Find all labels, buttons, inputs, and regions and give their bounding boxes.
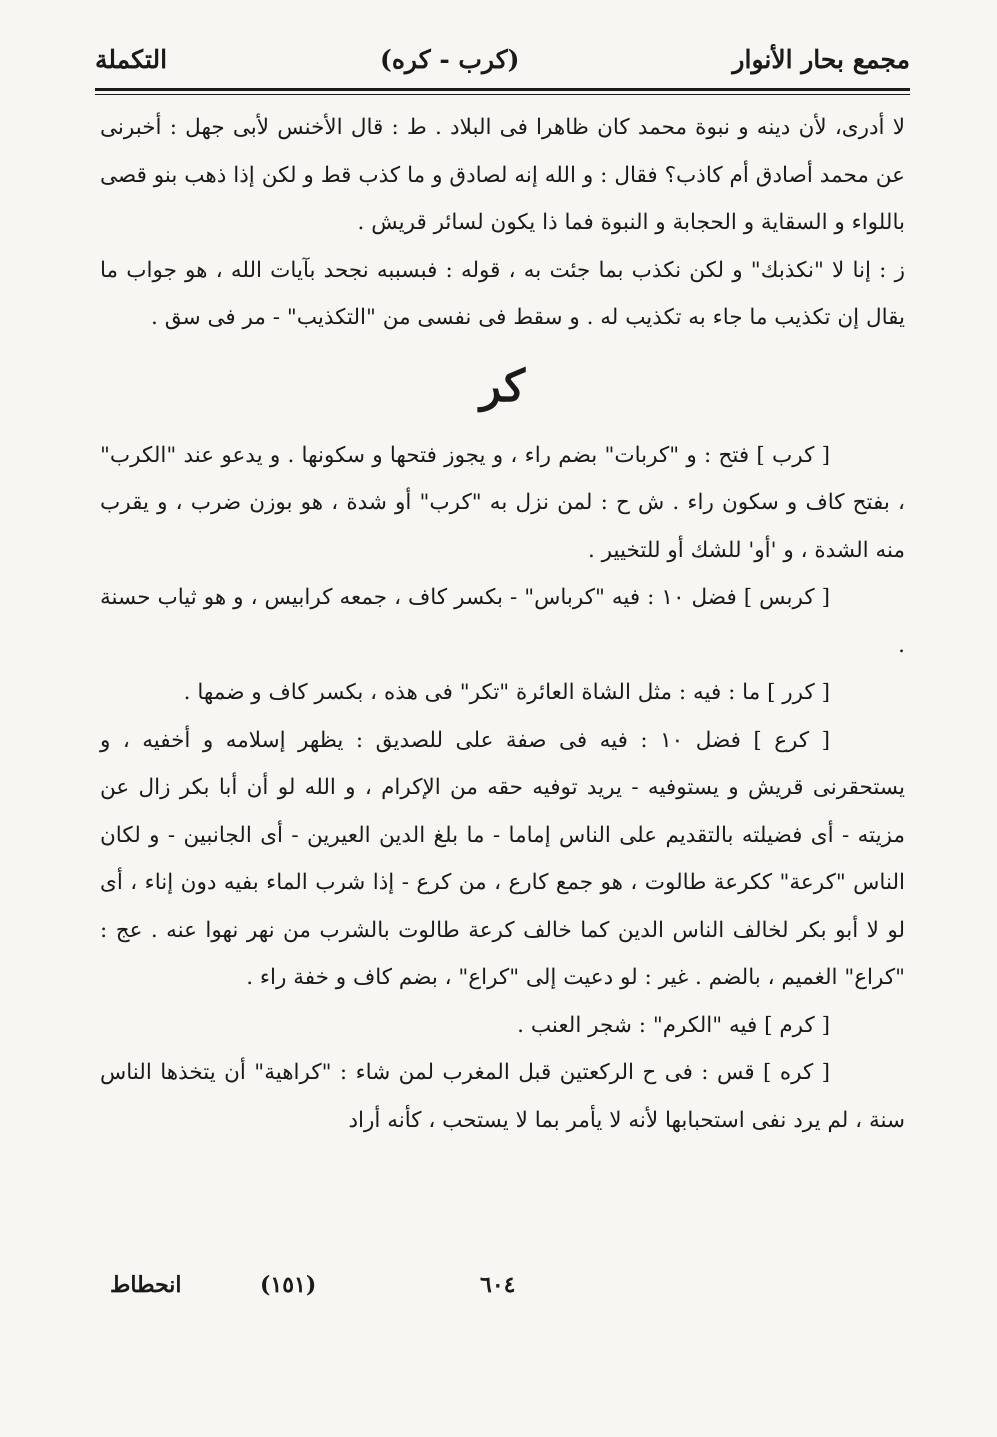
paragraph-1: لا أدرى، لأن دينه و نبوة محمد كان ظاهرا فى البلاد . ط : قال الأخنس لأبى جهل : أخبرنى عن محمد أصادق أم كاذب؟ فقال : و الله إنه لصادق و ما كذب قط و لكن إذا ذهب بنو قصى باللواء و السقاية و الحجابة و النبوة فما ذا يكون لسائر قريش . [100, 115, 905, 235]
entry-karbas: [ كربس ] فضل ١٠ : فيه "كرباس" - بكسر كاف ، جمعه كرابيس ، و هو ثياب حسنة . [100, 585, 905, 658]
entry-karar: [ كرر ] ما : فيه : مثل الشاة العائرة "تكر" فى هذه ، بكسر كاف و ضمها . [183, 680, 830, 705]
header-entry-range: (كرب - كره) [380, 44, 520, 74]
entry-karah: [ كره ] قس : فى ح الركعتين قبل المغرب لمن شاء : "كراهية" أن يتخذها الناس سنة ، لم يرد نفى استحبابها لأنه لا يأمر بما لا يستحب ، كأنه أراد [100, 1060, 905, 1133]
page-body [100, 104, 905, 1144]
section-heading: كر [479, 360, 526, 412]
entry-karam: [ كرم ] فيه "الكرم" : شجر العنب . [517, 1012, 830, 1038]
paragraph-2: ز : إنا لا "نكذبك" و لكن نكذب بما جئت به ، قوله : فبسببه نجحد بآيات الله ، هو جواب ما يقال إن تكذيب ما جاء به تكذيب له . و سقط فى نفسى من "التكذيب" - مر فى سق . [100, 257, 905, 330]
entry-kara: [ كرع ] فضل ١٠ : فيه فى صفة على للصديق : يظهر إسلامه و أخفيه ، و يستحقرنى قريش و يستوفيه - يريد توفيه حقه من الإكرام ، و الله لو أن أبا بكر زال عن مزيته - أى فضيلته بالتقديم على الناس إماما - ما بلغ الدين العيرين - أى الجانبين - و لكان الناس "كرعة" ككرعة طالوت ، هو جمع كارع ، من كرع - إذا شرب الماء بفيه دون إناء ، أى لو لا أبو بكر لخالف الناس الدين كما خالف كرعة طالوت بالشرب من نهر نهوا عنه . عج : "كراع" الغميم ، بالضم . غير : لو دعيت إلى "كراع" ، بضم كاف و خفة راء . [100, 727, 905, 990]
page-header [95, 34, 910, 84]
page-footer [100, 1272, 905, 1312]
header-section-title: التكملة [95, 44, 168, 74]
header-book-title: مجمع بحار الأنوار [732, 44, 910, 74]
header-rule-thick [95, 88, 910, 91]
footer-catchword: انحطاط [110, 1272, 182, 1298]
header-rule-thin [95, 94, 910, 95]
page-number: ٦٠٤ [480, 1272, 516, 1298]
footer-signature: (١٥١) [260, 1272, 317, 1298]
entry-karb: [ كرب ] فتح : و "كربات" بضم راء ، و يجوز فتحها و سكونها . و يدعو عند "الكرب" ، بفتح كاف و سكون راء . ش ح : لمن نزل به "كرب" أو شدة ، هو بوزن ضرب ، و يقرب منه الشدة ، و 'أو' للشك أو للتخيير . [100, 442, 905, 563]
